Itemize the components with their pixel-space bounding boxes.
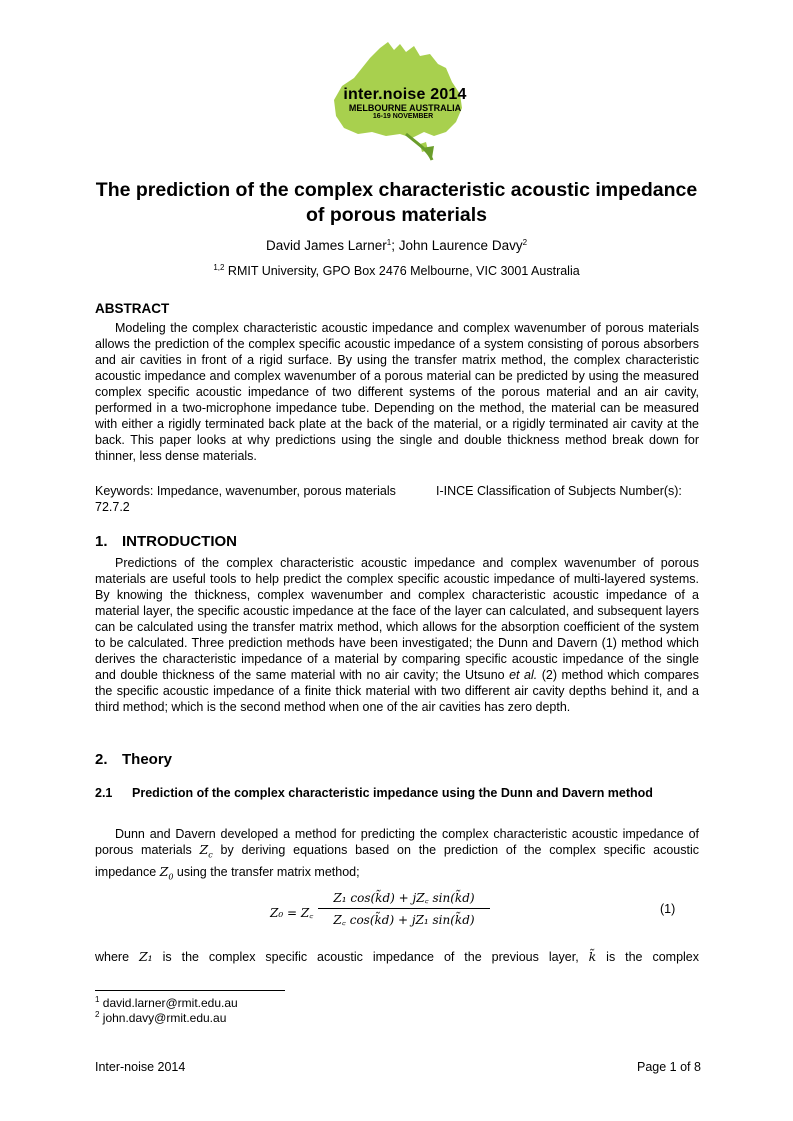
intro-text-b: (2) method which compares the specific acoustic impedance of a finite thick material with two different air cavity depths behind it, and a third method; which is the second method when one of the air cavities has zero depth. — [95, 668, 699, 714]
equation-1-denominator: Z꜀ cos(k̃d) + jZ₁ sin(k̃d) — [333, 913, 475, 927]
intro-et-al: et al. — [509, 668, 538, 682]
affiliation-text: RMIT University, GPO Box 2476 Melbourne, VIC 3001 Australia — [224, 264, 580, 278]
equation-1 — [270, 889, 490, 935]
footnote-1-mark: 1 — [95, 995, 100, 1004]
author-1: David James Larner — [265, 238, 387, 253]
symbol-zc: Z — [199, 842, 209, 857]
s21-text-c: using the transfer matrix method; — [173, 864, 360, 879]
equation-1-lhs: Z₀ = Z꜀ — [270, 906, 314, 920]
section-2-title: Theory — [122, 751, 173, 768]
symbol-z0: Z — [159, 863, 169, 879]
keywords-list: Keywords: Impedance, wavenumber, porous materials — [95, 484, 396, 498]
footnote-divider — [95, 990, 285, 991]
classification-number: 72.7.2 — [95, 500, 130, 514]
symbol-z0-sub: 0 — [168, 872, 174, 881]
author-separator: ; — [391, 238, 399, 253]
fraction-bar — [318, 908, 490, 909]
equation-1-fraction — [318, 889, 490, 928]
author-2: John Laurence Davy — [398, 238, 523, 253]
section-2-1-number: 2.1 — [95, 786, 113, 800]
footnote-1 — [95, 996, 238, 1010]
logo-line-2: MELBOURNE AUSTRALIA — [348, 103, 462, 113]
section-2-1-title: Prediction of the complex characteristic impedance using the Dunn and Davern method — [132, 786, 653, 800]
post-eq-c: is the complex — [596, 950, 699, 964]
post-eq-a: where — [95, 950, 139, 964]
section-2-1-body — [95, 826, 699, 885]
footer-page-number: Page 1 of 8 — [637, 1060, 701, 1074]
abstract-body: Modeling the complex characteristic acoustic impedance and complex wavenumber of porous materials allows the prediction of the complex specific acoustic impedance of a system consisting of porous absorbers and air cavities in front of a rigid surface. By using the transfer matrix method, the complex characteristic acoustic impedance and complex wavenumber of a porous material can be predicted by using the measured complex specific acoustic impedance of two different systems of the porous material and an air cavity, performed in a two-microphone impedance tube. Depending on the method, the material can be measured with either a rigidly terminated back plate at the back of the material, or a rigidly terminated air cavity at the back. This paper looks at why predictions using the single and double thickness method break down for thinner, less dense materials. — [95, 321, 699, 463]
post-eq-b: is the complex specific acoustic impedance of the previous layer, — [152, 950, 589, 964]
s21-text-a: Dunn and Davern developed a method for predicting the complex characteristic acoustic impedance of porous materials — [95, 827, 699, 857]
section-1-number: 1. — [95, 533, 108, 550]
footnote-2-text: john.davy@rmit.edu.au — [99, 1011, 227, 1025]
symbol-k-tilde: k̃ — [588, 949, 597, 964]
classification-label: I-INCE Classification of Subjects Number(s): — [436, 484, 682, 498]
equation-1-numerator: Z₁ cos(k̃d) + jZ꜀ sin(k̃d) — [333, 891, 475, 905]
logo-line-1: inter.noise 2014 — [343, 86, 467, 103]
section-1-title: INTRODUCTION — [122, 533, 237, 550]
affiliation-mark: 1,2 — [213, 263, 225, 272]
post-equation-text — [95, 949, 699, 965]
logo-line-3: 16-19 NOVEMBER — [372, 113, 434, 120]
keywords — [95, 483, 699, 515]
author-1-mark: 1 — [386, 238, 392, 247]
footer-conference: Inter-noise 2014 — [95, 1060, 186, 1074]
abstract-heading: ABSTRACT — [95, 301, 170, 316]
symbol-z1: Z₁ — [139, 949, 153, 964]
conference-logo — [322, 38, 472, 166]
footnote-2-mark: 2 — [95, 1010, 100, 1019]
section-2-1-heading — [95, 780, 699, 806]
footnote-1-text: david.larner@rmit.edu.au — [99, 996, 238, 1010]
s21-text-b: by deriving equations based on the prediction of the complex specific acoustic impedance — [95, 843, 699, 879]
author-line — [95, 238, 698, 253]
intro-text-a: Predictions of the complex characteristic acoustic impedance and complex wavenumber of porous materials are useful tools to help predict the complex specific acoustic impedance of multi-layered systems. By knowing the thickness, complex wavenumber and complex characteristic acoustic impedance of a material layer, the specific acoustic impedance at the face of the layer can calculated, and subsequent layers can be calculated using the transfer matrix method, which allows for the absorption coefficient of the system to be calculated. Three prediction methods have been investigated; the Dunn and Davern (1) method which derives the characteristic impedance of a material by comparing specific acoustic impedance of the single and double thickness of the same material with no air cavity; the Utsuno — [95, 556, 699, 682]
author-2-mark: 2 — [522, 238, 528, 247]
introduction-body — [95, 555, 699, 715]
paper-title: The prediction of the complex characteristic acoustic impedance of porous materials — [95, 179, 698, 226]
symbol-zc-sub: c — [208, 850, 213, 860]
affiliation — [95, 264, 698, 278]
equation-1-number: (1) — [660, 902, 676, 916]
footnote-2 — [95, 1011, 226, 1025]
section-2-number: 2. — [95, 751, 108, 768]
section-2-heading — [95, 751, 172, 768]
section-1-heading — [95, 533, 237, 550]
